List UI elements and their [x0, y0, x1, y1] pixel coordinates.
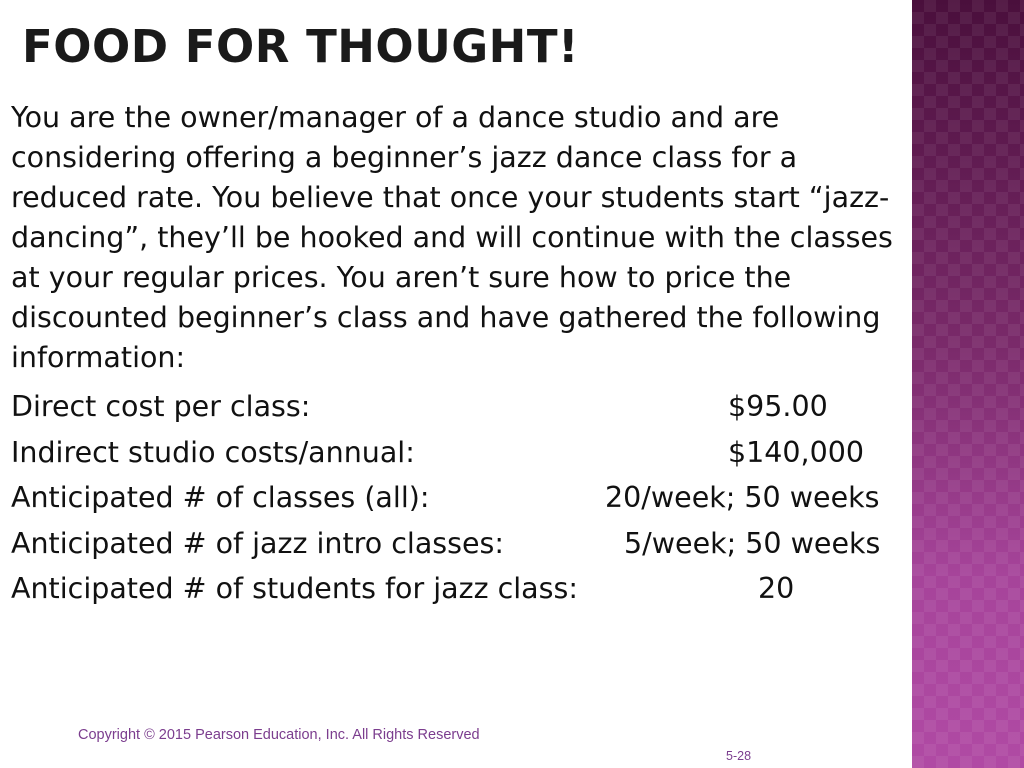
info-row-classes-all [11, 475, 911, 521]
info-label: Anticipated # of students for jazz class: [11, 572, 578, 605]
body-paragraph: You are the owner/manager of a dance studio and are considering offering a beginner’s jazz dance class for a reduced rate. You believe that once your students start “jazz-dancing”, they’ll be hooked and will continue with the classes at your regular prices. You aren’t sure how to price the discounted beginner’s class and have gathered the following information: [11, 101, 893, 374]
info-label: Direct cost per class: [11, 390, 311, 423]
copyright-footer: Copyright © 2015 Pearson Education, Inc. All Rights Reserved [78, 727, 480, 743]
info-value: 20/week; 50 weeks [605, 481, 880, 514]
info-value: 5/week; 50 weeks [624, 526, 881, 560]
info-row-indirect-costs [11, 430, 911, 476]
info-label: Anticipated # of classes (all): [11, 481, 430, 514]
info-label: Indirect studio costs/annual: [11, 435, 415, 469]
info-value: $140,000 [728, 435, 864, 469]
info-value: 20 [758, 572, 795, 605]
slide-title: FOOD FOR THOUGHT! [22, 20, 580, 73]
info-value: $95.00 [728, 390, 828, 423]
page-number: 5-28 [726, 749, 752, 763]
info-row-direct-cost [11, 384, 911, 430]
info-list [11, 384, 911, 612]
info-row-jazz-intro-classes [11, 521, 911, 567]
info-row-jazz-students [11, 566, 911, 612]
decorative-side-band [912, 0, 1024, 768]
info-label: Anticipated # of jazz intro classes: [11, 526, 504, 560]
